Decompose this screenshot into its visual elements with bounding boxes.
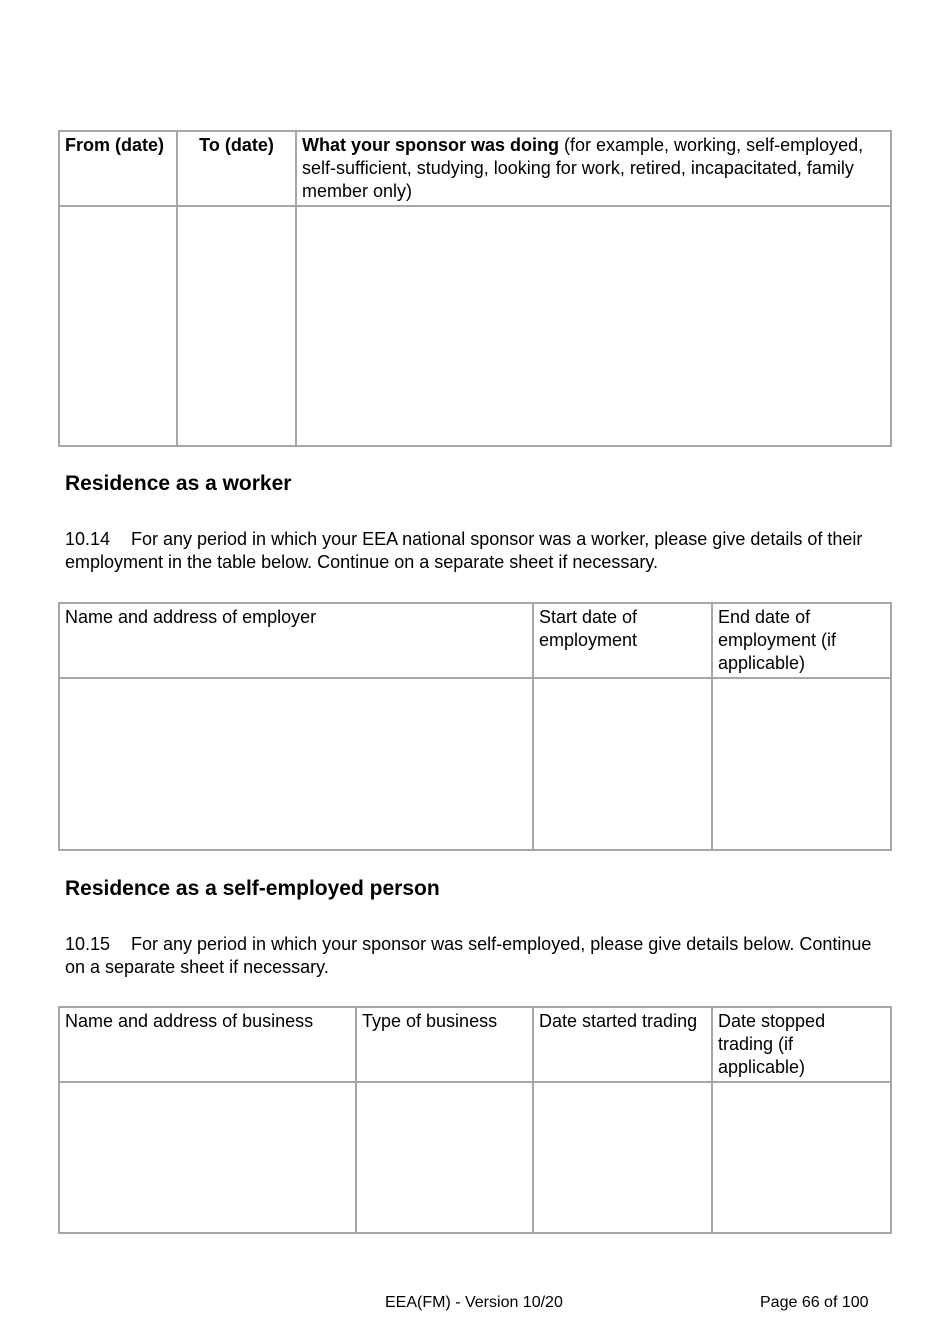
trading-stop-cell[interactable] bbox=[712, 1082, 891, 1233]
self-employed-section-heading: Residence as a self-employed person bbox=[65, 877, 440, 900]
sponsor-activity-header-bold: What your sponsor was doing bbox=[302, 135, 560, 155]
sponsor-activity-header-examples: (for example, working, self-employed, self-sufficient, studying, looking for work, retired, incapacitated, family member only) bbox=[302, 135, 864, 201]
employer-cell[interactable] bbox=[59, 678, 533, 850]
to-date-header: To (date) bbox=[177, 131, 296, 206]
business-table bbox=[58, 1006, 892, 1234]
worker-section-heading: Residence as a worker bbox=[65, 472, 292, 495]
employment-start-cell[interactable] bbox=[533, 678, 712, 850]
sponsor-activity-header bbox=[296, 131, 891, 206]
business-name-cell[interactable] bbox=[59, 1082, 356, 1233]
footer-page-number: Page 66 of 100 bbox=[760, 1294, 869, 1311]
employment-table bbox=[58, 602, 892, 851]
from-date-header: From (date) bbox=[59, 131, 177, 206]
business-name-header: Name and address of business bbox=[59, 1007, 356, 1082]
to-date-cell[interactable] bbox=[177, 206, 296, 446]
employer-header: Name and address of employer bbox=[59, 603, 533, 678]
worker-question-number: 10.14 bbox=[65, 529, 111, 549]
worker-question-text: For any period in which your EEA national sponsor was a worker, please give details of their employment in the table below. Continue on a separate sheet if necessary. bbox=[65, 529, 863, 572]
self-employed-question bbox=[65, 933, 885, 979]
sponsor-activity-table bbox=[58, 130, 892, 447]
trading-start-header: Date started trading bbox=[533, 1007, 712, 1082]
footer-version: EEA(FM) - Version 10/20 bbox=[385, 1294, 563, 1311]
sponsor-activity-cell[interactable] bbox=[296, 206, 891, 446]
employment-end-cell[interactable] bbox=[712, 678, 891, 850]
trading-stop-header: Date stopped trading (if applicable) bbox=[712, 1007, 891, 1082]
employment-start-header: Start date of employment bbox=[533, 603, 712, 678]
employment-end-header: End date of employment (if applicable) bbox=[712, 603, 891, 678]
business-type-header: Type of business bbox=[356, 1007, 533, 1082]
business-type-cell[interactable] bbox=[356, 1082, 533, 1233]
worker-question bbox=[65, 528, 885, 574]
from-date-cell[interactable] bbox=[59, 206, 177, 446]
self-employed-question-number: 10.15 bbox=[65, 934, 111, 954]
trading-start-cell[interactable] bbox=[533, 1082, 712, 1233]
self-employed-question-text: For any period in which your sponsor was self-employed, please give details below. Continue on a separate sheet if necessary. bbox=[65, 934, 872, 977]
